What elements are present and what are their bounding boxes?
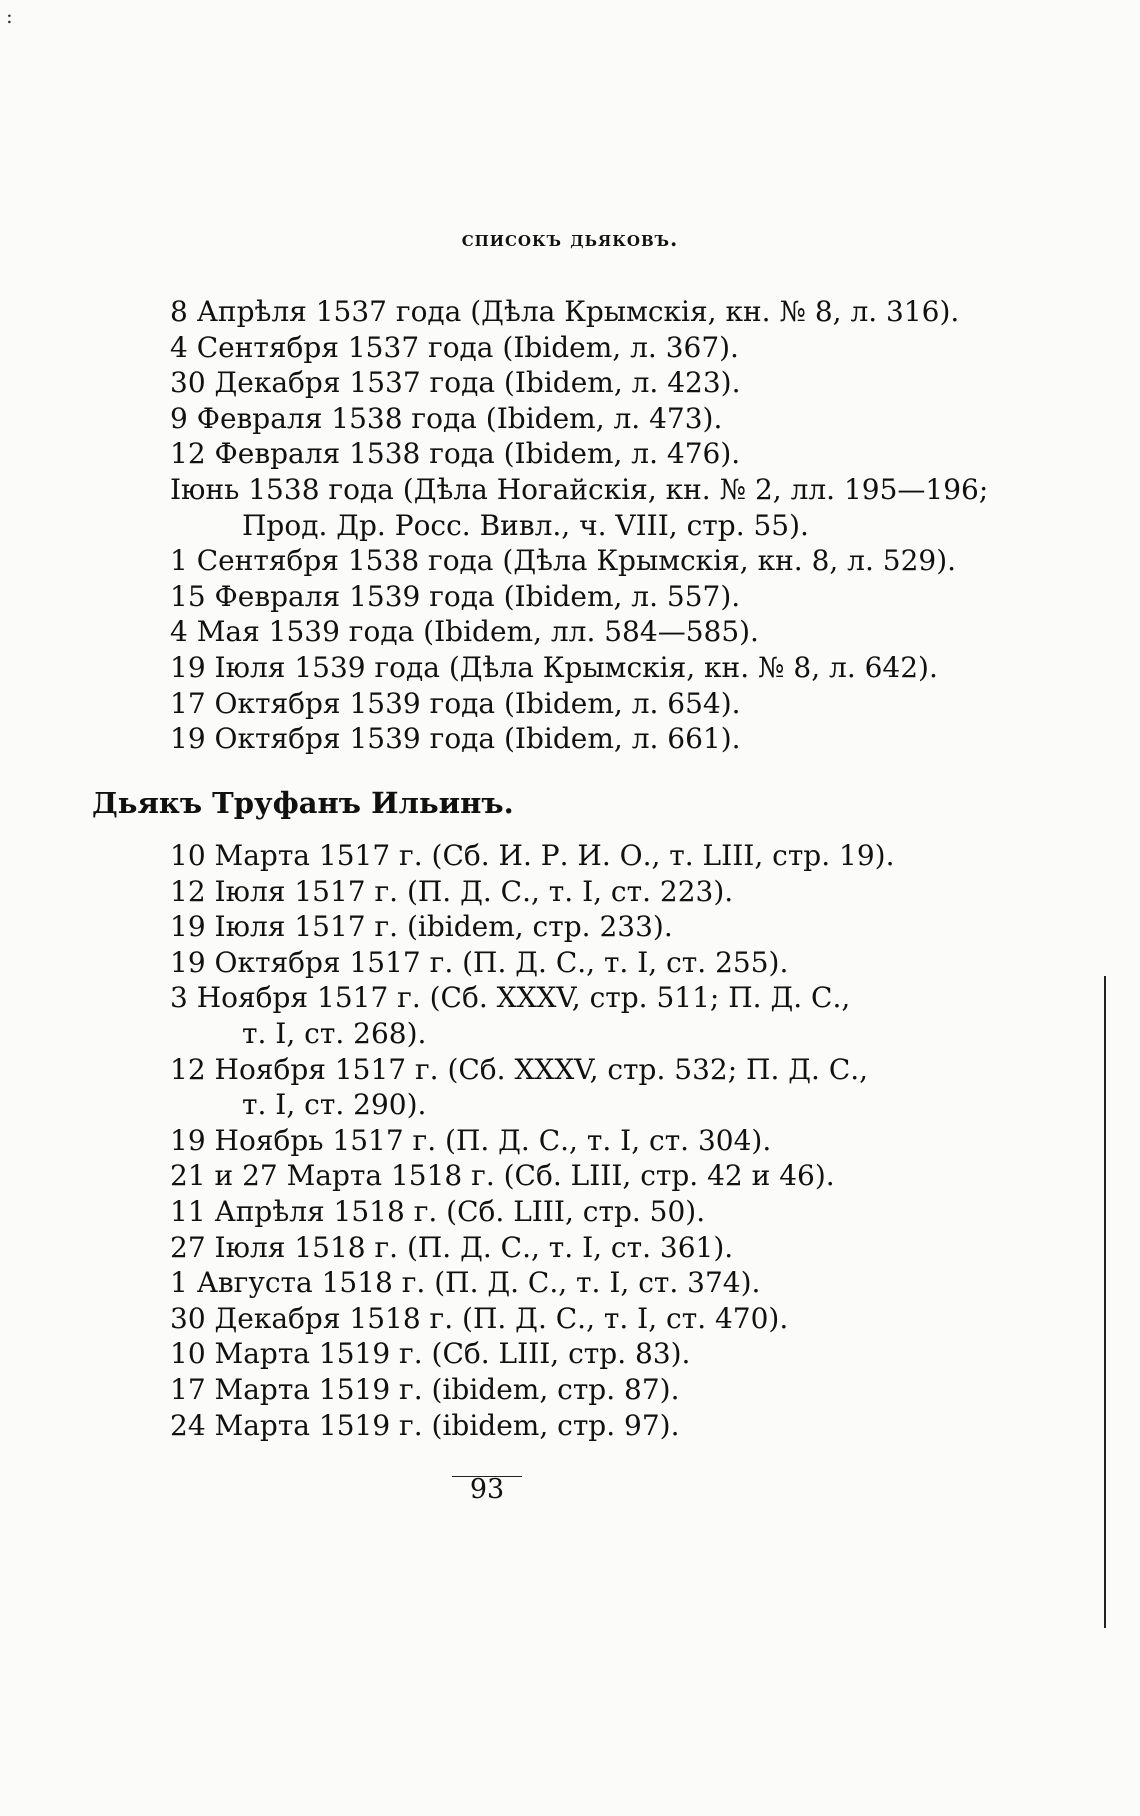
entry-text: 10 Марта 1517 г. (Сб. И. Р. И. О., т. LIII, стр. 19). [170,839,895,872]
edge-mark: : [6,4,13,28]
entry-text: 19 Октября 1517 г. (П. Д. С., т. I, ст. 255). [170,945,789,979]
entry-text: 30 Декабря 1518 г. (П. Д. С., т. I, ст. 470). [170,1301,789,1335]
entry-text: 17 Октября 1539 года (Ibidem, л. 654). [170,686,741,720]
entry-continuation: т. I, ст. 268). [242,1016,427,1050]
list-entry [170,980,930,1051]
entry-list-part1 [170,294,989,757]
entry-text: 12 Ноября 1517 г. (Сб. XXXV, стр. 532; П. Д. С., [170,1052,869,1086]
entry-text: 11 Апрѣля 1518 г. (Сб. LIII, стр. 50). [170,1194,706,1228]
entry-text: Іюнь 1538 года (Дѣла Ногайскія, кн. № 2, лл. 195—196; [170,472,989,506]
entry-text: 30 Декабря 1537 года (Ibidem, л. 423). [170,366,741,400]
list-entry [170,1265,930,1301]
list-entry [170,436,930,472]
list-entry [170,330,930,366]
page-number: 93 [469,1474,505,1505]
list-entry [170,1230,930,1266]
entry-continuation: т. I, ст. 290). [242,1088,427,1122]
entry-text: 12 Февраля 1538 года (Ibidem, л. 476). [170,437,741,471]
entry-text: 3 Ноября 1517 г. (Сб. XXXV, стр. 511; П. Д. С., [170,981,851,1015]
list-entry [170,543,957,579]
running-head: списокъ дьяковъ. [461,226,679,251]
list-entry [170,1052,930,1123]
list-entry [170,650,938,686]
list-entry [170,365,930,401]
entry-text: 1 Сентября 1538 года (Дѣла Крымскія, кн. 8, л. 529). [170,544,957,578]
entry-text: 8 Апрѣля 1537 года (Дѣла Крымскія, кн. № 8, л. 316). [170,295,960,328]
entry-text: 19 Іюля 1517 г. (ibidem, стр. 233). [170,910,673,944]
entry-text: 12 Іюля 1517 г. (П. Д. С., т. I, ст. 223). [170,874,734,908]
entry-text: 17 Марта 1519 г. (ibidem, стр. 87). [170,1372,680,1406]
entry-text: 19 Ноябрь 1517 г. (П. Д. С., т. I, ст. 304). [170,1123,772,1157]
list-entry [170,838,930,874]
list-entry [170,1194,930,1230]
entry-continuation: Прод. Др. Росс. Вивл., ч. VIII, стр. 55). [242,508,809,542]
list-entry [170,294,960,330]
entry-text: 19 Октября 1539 года (Ibidem, л. 661). [170,722,741,756]
entry-text: 10 Марта 1519 г. (Сб. LIII, стр. 83). [170,1337,691,1371]
section-heading: Дьякъ Труфанъ Ильинъ. [92,786,514,820]
entry-text: 24 Марта 1519 г. (ibidem, стр. 97). [170,1408,680,1442]
list-entry [170,1336,930,1372]
list-entry [170,614,930,650]
list-entry [170,721,930,757]
entry-text: 15 Февраля 1539 года (Ibidem, л. 557). [170,579,741,613]
entry-text: 9 Февраля 1538 года (Ibidem, л. 473). [170,401,723,435]
list-entry [170,945,930,981]
entry-text: 19 Іюля 1539 года (Дѣла Крымскія, кн. № 8, л. 642). [170,650,938,684]
list-entry [170,1123,930,1159]
scan-margin-line [1104,976,1106,1628]
list-entry [170,579,930,615]
list-entry [170,401,930,437]
entry-list-part2 [170,838,930,1443]
entry-text: 4 Сентября 1537 года (Ibidem, л. 367). [170,330,739,364]
entry-text: 21 и 27 Марта 1518 г. (Сб. LIII, стр. 42 и 46). [170,1159,835,1193]
list-entry [170,1301,930,1337]
list-entry [170,1158,930,1194]
list-entry [170,874,930,910]
list-entry [170,686,930,722]
list-entry [170,909,930,945]
list-entry [170,1372,930,1408]
entry-text: 1 Августа 1518 г. (П. Д. С., т. I, ст. 374). [170,1266,761,1300]
list-entry [170,1408,930,1444]
entry-text: 4 Мая 1539 года (Ibidem, лл. 584—585). [170,615,759,649]
list-entry [170,472,989,543]
entry-text: 27 Іюля 1518 г. (П. Д. С., т. I, ст. 361). [170,1230,734,1264]
